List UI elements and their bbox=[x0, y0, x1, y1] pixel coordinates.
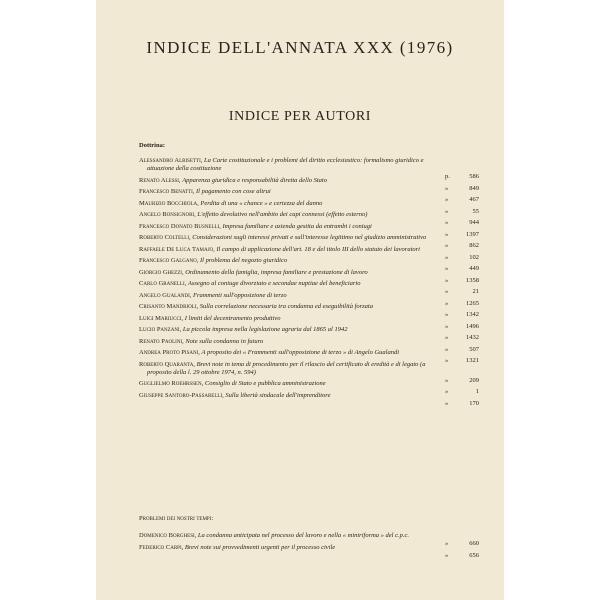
entry-page-number: 1 bbox=[475, 388, 479, 395]
entry-author: Francesco Benatti, bbox=[139, 188, 195, 195]
entry-page-number: 862 bbox=[469, 242, 479, 249]
entry-author: Francesco Galgano, bbox=[139, 257, 199, 264]
entry-page-number: 1432 bbox=[466, 334, 479, 341]
entry-work: Sulla libertà sindacale dell'imprenditore bbox=[225, 391, 331, 399]
section-label-dottrina: Dottrina: bbox=[139, 142, 165, 149]
entry-author: Raffaele De Luca Tamajo, bbox=[139, 245, 215, 253]
entry-author: Giuseppe Santoro-Passarelli, bbox=[139, 391, 224, 399]
entry-page-marker: » bbox=[445, 311, 449, 318]
entry-page-marker: » bbox=[445, 207, 449, 215]
entry-work: Note sulla condanna in futuro bbox=[185, 337, 264, 345]
entry-work: Brevi note in tema di procedimento per il rilascio del certificato di eredità e di legato (a proposito della l. 29 ottobre 1974, n. 594) bbox=[147, 360, 426, 376]
entry-work: Perdita di una « chance » e certezza del danno bbox=[200, 199, 323, 207]
entry-page-marker: p. bbox=[445, 173, 450, 180]
entry-page-marker: » bbox=[445, 322, 449, 330]
entry-author: Luigi Mariucci, bbox=[139, 314, 184, 322]
author-index-list bbox=[139, 157, 479, 407]
entry-page-number: 21 bbox=[472, 288, 479, 295]
entry-work: La piccola impresa nella legislazione agraria dal 1865 al 1942 bbox=[182, 326, 348, 333]
entry-page-number: 1358 bbox=[466, 276, 479, 284]
entry-page-number: 660 bbox=[469, 540, 479, 547]
entry-work: I limiti del decentramento produttivo bbox=[184, 314, 281, 322]
entry-page-number: 1265 bbox=[466, 299, 479, 307]
entry-page-marker: » bbox=[445, 551, 449, 559]
entry-author: Giorgio Ghezzi, bbox=[139, 268, 184, 276]
entry-author: Lucio Panzani, bbox=[139, 326, 182, 333]
entry-work: Il problema del negozio giuridico bbox=[199, 257, 288, 264]
entry-page-marker: » bbox=[445, 184, 449, 192]
entry-author: Crisanto Mandrioli, bbox=[139, 303, 199, 310]
section-title: INDICE PER AUTORI bbox=[228, 109, 372, 124]
entry-page-marker: » bbox=[445, 288, 449, 295]
entry-work: Considerazioni sugli interessi privati e sull'interesse legittimo nel giudizio amministrativo bbox=[192, 234, 427, 241]
book-page bbox=[96, 0, 504, 600]
entry-page-marker: » bbox=[445, 242, 449, 249]
entry-work: Brevi note sui provvedimenti urgenti per il processo civile bbox=[184, 543, 336, 551]
entry-work: Apparenza giuridica e responsabilità diretta dello Stato bbox=[182, 176, 327, 184]
entry-page-marker: » bbox=[445, 540, 449, 547]
entry-page-number: 586 bbox=[469, 173, 479, 180]
entry-author: Alessandro Albisetti, bbox=[139, 157, 203, 164]
entry-page-number: 209 bbox=[469, 376, 479, 384]
entry-page-marker: » bbox=[445, 230, 449, 238]
index-entry bbox=[139, 391, 479, 407]
entry-page-marker: » bbox=[445, 196, 449, 203]
entry-author: Maurizio Bocchiola, bbox=[139, 199, 199, 207]
entry-work: Sulla correlazione necessaria tra condanna ed eseguibilità forzata bbox=[199, 303, 373, 310]
entry-author: Angelo Bonsignori, bbox=[139, 211, 196, 218]
entry-page-number: 944 bbox=[469, 219, 479, 226]
entry-page-marker: » bbox=[445, 345, 449, 353]
entry-work: Ordinamento della famiglia, impresa familiare e prestazione di lavoro bbox=[185, 268, 368, 276]
entry-work: Frammenti sull'opposizione di terzo bbox=[192, 291, 287, 299]
entry-page-number: 656 bbox=[469, 551, 479, 559]
entry-page-number: 507 bbox=[469, 345, 479, 353]
entry-author: Federico Carpi, bbox=[139, 543, 184, 551]
entry-page-number: 55 bbox=[472, 207, 479, 215]
entry-page-marker: » bbox=[445, 265, 449, 272]
entry-page-marker: » bbox=[445, 334, 449, 341]
entry-work: Consiglio di Stato e pubblica amministrazione bbox=[204, 380, 326, 387]
entry-page-number: 102 bbox=[469, 253, 479, 261]
entry-page-marker: » bbox=[445, 219, 449, 226]
entry-author: Roberto Quaranta, bbox=[139, 360, 195, 368]
entry-author: Francesco Donato Busnelli, bbox=[139, 222, 221, 230]
entry-page-marker: » bbox=[445, 299, 449, 307]
entry-work: Impresa familiare e azienda gestita da entrambi i coniugi bbox=[222, 222, 372, 230]
entry-author: Renato Alessi, bbox=[139, 176, 181, 184]
entry-page-marker: » bbox=[445, 376, 449, 384]
entry-author: Domenico Borghesi, bbox=[139, 532, 197, 539]
entry-author: Andrea Proto Pisani, bbox=[139, 349, 200, 356]
entry-work: Il campo di applicazione dell'art. 18 e del titolo III dello statuto dei lavoratori bbox=[216, 245, 420, 253]
entry-page-number: 449 bbox=[469, 265, 479, 272]
entry-page-number: 849 bbox=[469, 184, 479, 192]
entry-work: L'effetto devolutivo nell'ambito dei capi connessi (effetto esterno) bbox=[197, 211, 368, 218]
entry-author: Angelo Gualandi, bbox=[139, 291, 192, 299]
entry-author: Carlo Granelli, bbox=[139, 280, 187, 287]
entry-page-marker: » bbox=[445, 388, 449, 395]
entry-work: La Carte costituzionale e i problemi del diritto ecclesiastico: formalismo giuridico e attuazione della costituzione bbox=[147, 157, 424, 172]
entry-author: Renato Paolini, bbox=[139, 337, 184, 345]
entry-page-number: 467 bbox=[469, 196, 479, 203]
section-label-problemi: Problemi dei nostri tempi: bbox=[139, 515, 214, 522]
page-title: INDICE DELL'ANNATA XXX (1976) bbox=[146, 38, 454, 57]
entry-work: Assegno al coniuge divorziato e secondae nuptiae del beneficiario bbox=[187, 280, 361, 287]
entry-page-number: 1496 bbox=[466, 322, 479, 330]
entry-page-marker: » bbox=[445, 357, 449, 364]
problemi-index-list bbox=[139, 532, 479, 559]
entry-page-marker: » bbox=[445, 276, 449, 284]
entry-page-marker: » bbox=[445, 253, 449, 261]
entry-page-number: 170 bbox=[469, 399, 479, 407]
entry-author: Roberto Coltelli, bbox=[139, 234, 191, 241]
entry-work: Il pagamento con cose altrui bbox=[196, 188, 271, 195]
entry-page-number: 1397 bbox=[466, 230, 479, 238]
entry-author: Guglielmo Roehrssen, bbox=[139, 380, 204, 387]
entry-page-number: 1321 bbox=[466, 357, 479, 364]
entry-work: La condanna anticipata nel processo del lavoro e nella « miniriforma » del c.p.c. bbox=[197, 532, 410, 539]
entry-page-marker: » bbox=[445, 399, 449, 407]
entry-work: A proposito dei « Frammenti sull'opposizione di terzo » di Angelo Gualandi bbox=[201, 349, 400, 356]
entry-page-number: 1342 bbox=[466, 311, 479, 318]
